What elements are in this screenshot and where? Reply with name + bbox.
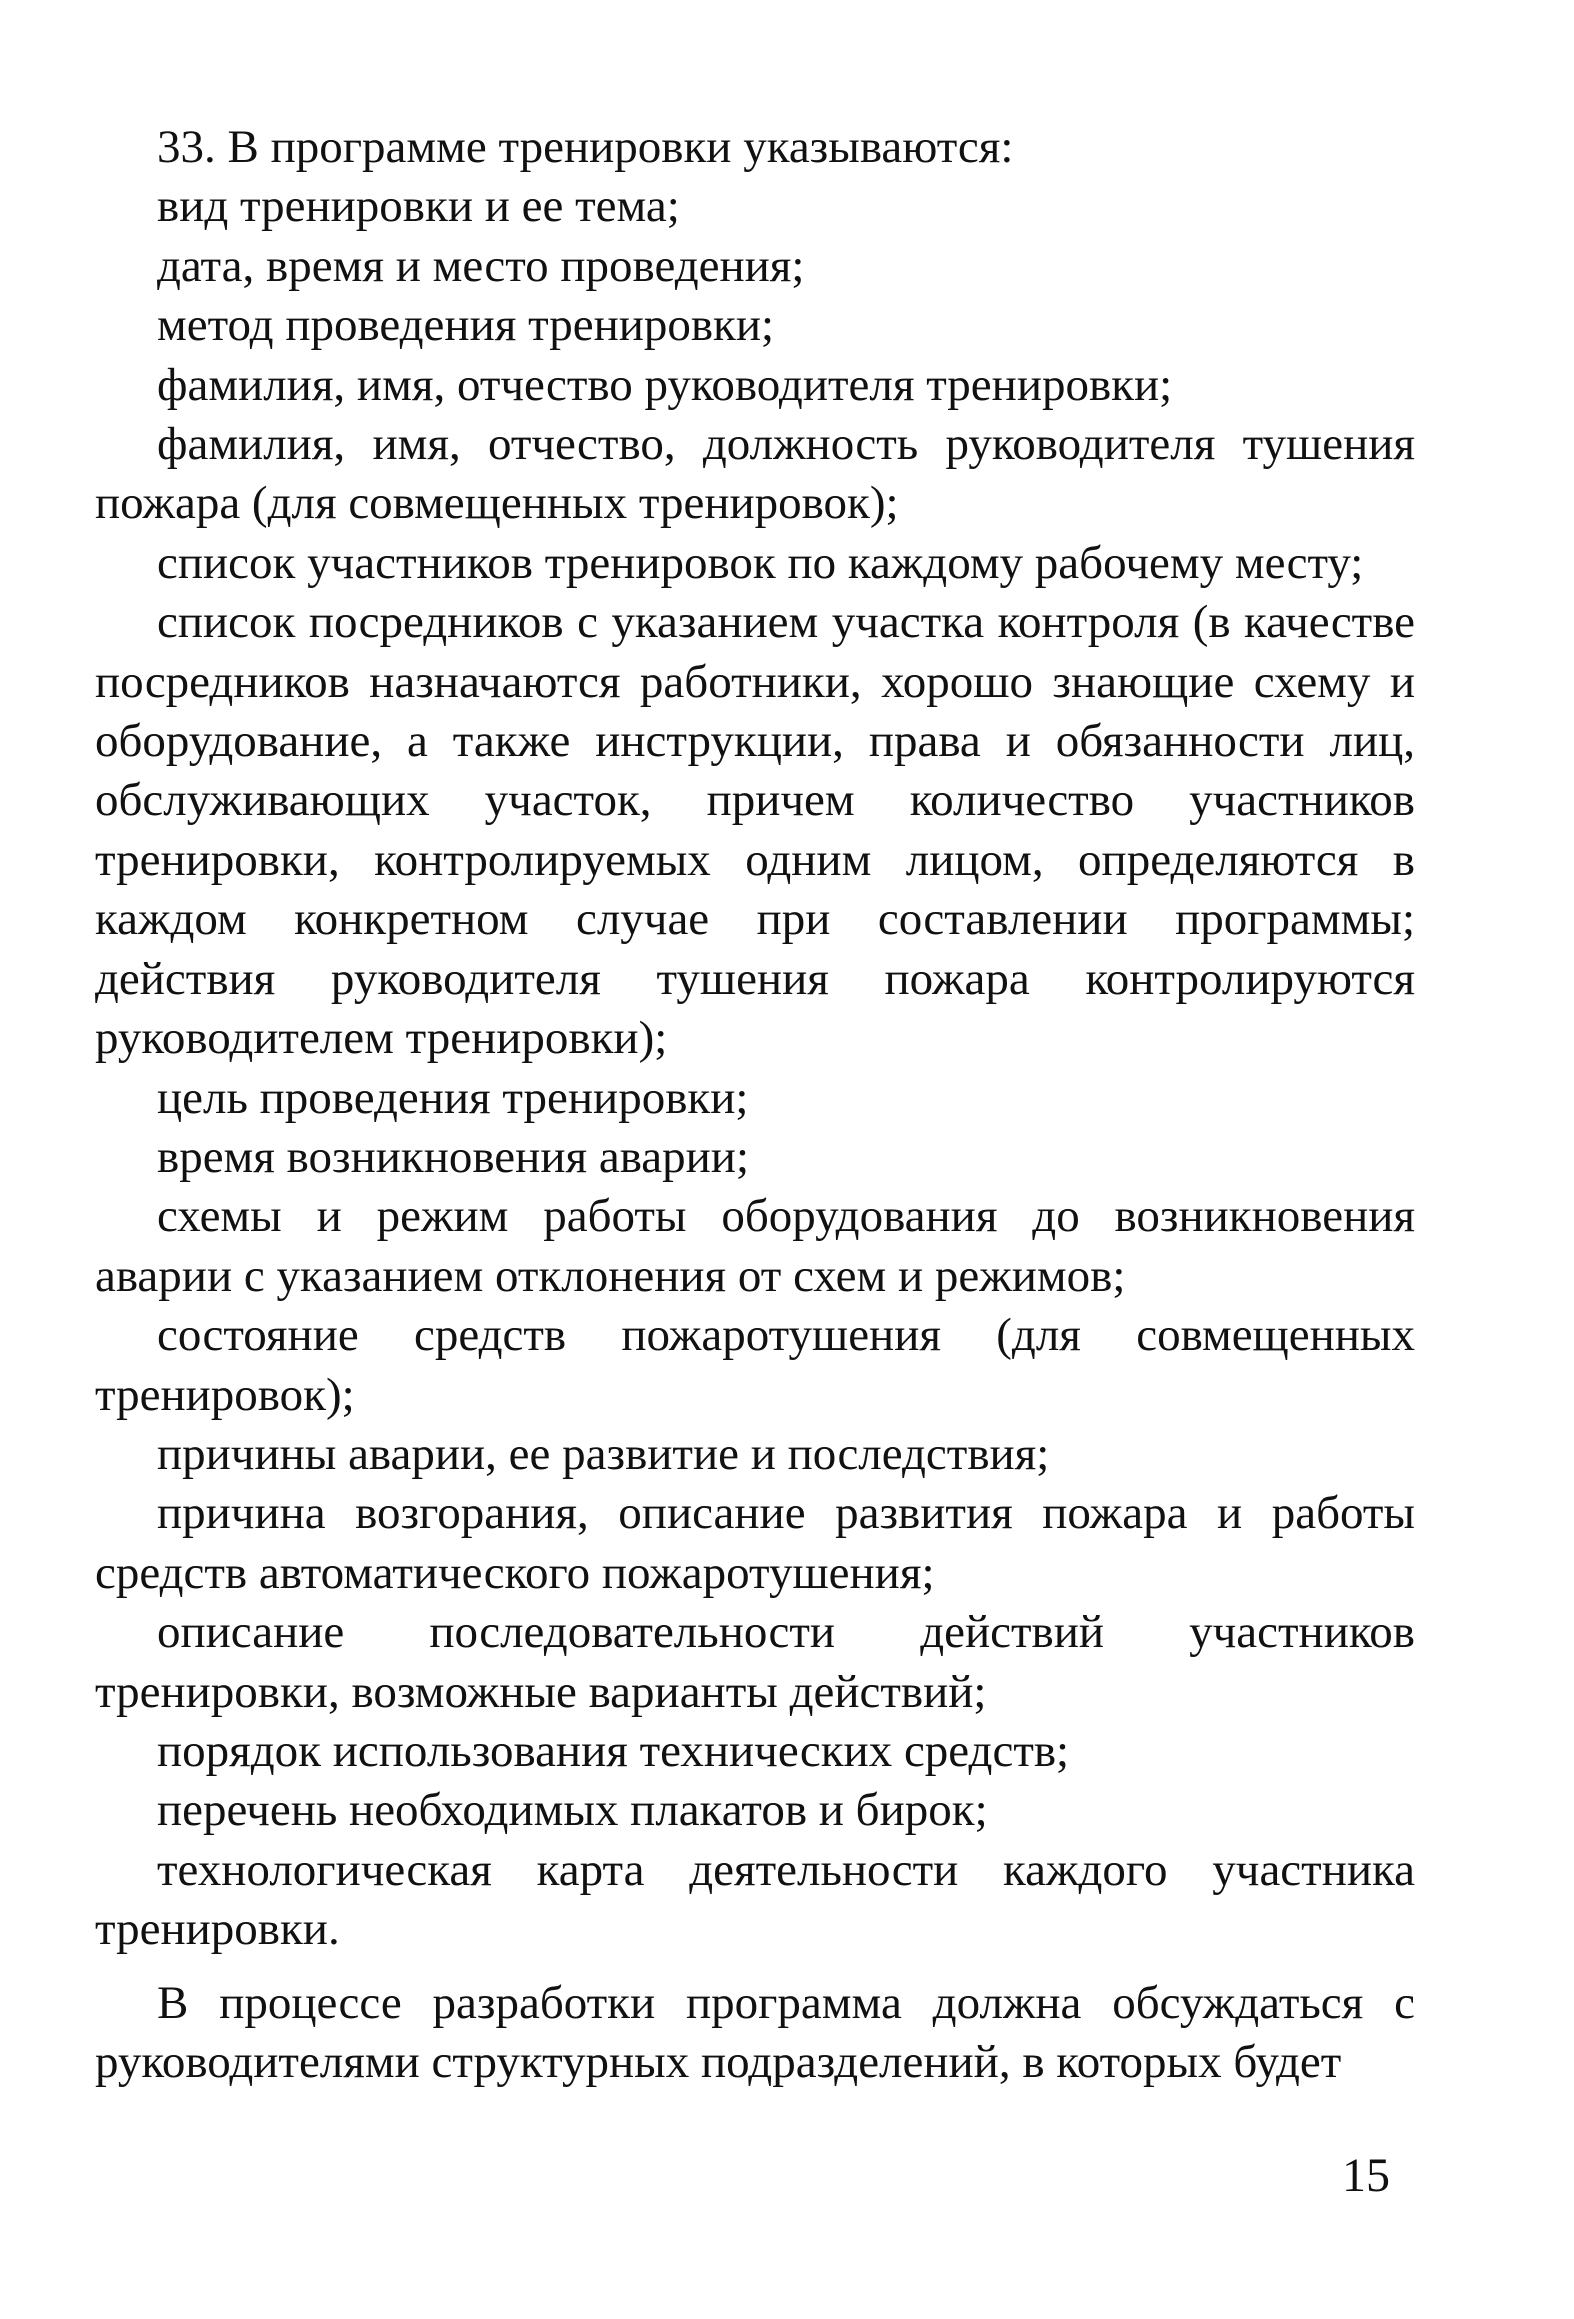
closing-paragraph: В процессе разработки программа должна обсуждаться с руководителями структурных подразделений, в которых будет (95, 1976, 1415, 2088)
list-item: причины аварии, ее развитие и последствия; (157, 1427, 1050, 1480)
list-item: список посредников с указанием участка контроля (в качестве посредников назначаются работники, хорошо знающие схему и оборудование, а также инструкции, права и обязанности лиц, обслуживающих участок, причем количество участников тренировки, контролируемых одним лицом, определяются в каждом конкретном случае при составлении программы; действия руководителя тушения пожара контролируются руководителем тренировки); (95, 596, 1415, 1065)
section-heading: 33. В программе тренировки указываются: (157, 121, 1014, 173)
list-item: фамилия, имя, отчество руководителя тренировки; (157, 358, 1173, 411)
list-item: вид тренировки и ее тема; (157, 180, 680, 233)
list-item: порядок использования технических средств; (157, 1724, 1070, 1777)
list-item: фамилия, имя, отчество, должность руководителя тушения пожара (для совмещенных тренировок); (95, 418, 1415, 530)
list-item: цель проведения тренировки; (157, 1071, 749, 1124)
list-item: время возникновения аварии; (157, 1130, 749, 1183)
list-item: состояние средств пожаротушения (для совмещенных тренировок); (95, 1309, 1415, 1421)
list-item: список участников тренировок по каждому рабочему месту; (157, 536, 1364, 589)
list-item: дата, время и место проведения; (157, 239, 805, 292)
list-item: технологическая карта деятельности каждого участника тренировки. (95, 1843, 1415, 1956)
list-item: метод проведения тренировки; (157, 299, 775, 352)
list-item: перечень необходимых плакатов и бирок; (157, 1784, 988, 1837)
page-number: 15 (1342, 2149, 1390, 2202)
list-item: схемы и режим работы оборудования до возникновения аварии с указанием отклонения от схем и режимов; (95, 1190, 1415, 1302)
list-item: описание последовательности действий участников тренировки, возможные варианты действий; (95, 1606, 1415, 1718)
document-page (95, 118, 1415, 2092)
list-item: причина возгорания, описание развития пожара и работы средств автоматического пожаротушения; (95, 1487, 1415, 1599)
